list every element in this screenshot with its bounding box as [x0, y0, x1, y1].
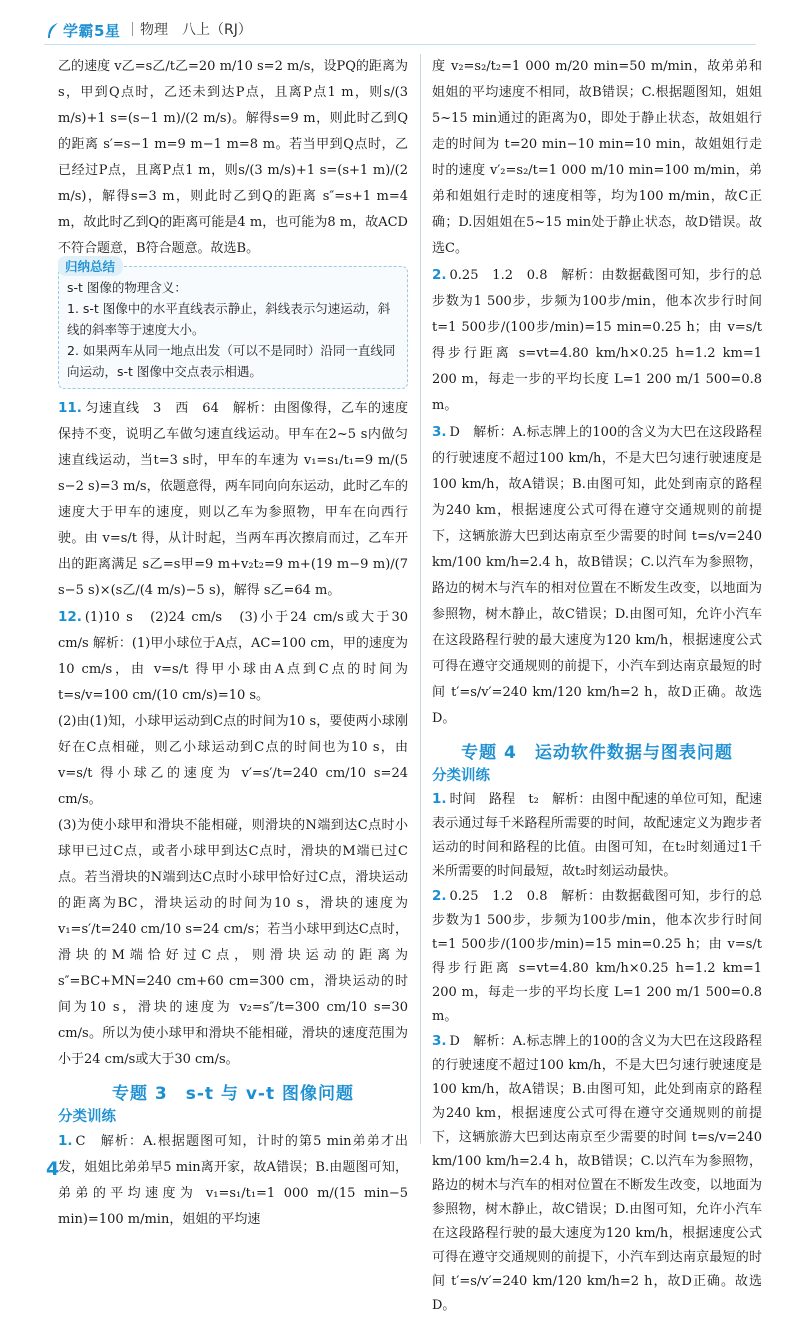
page-header — [0, 0, 800, 58]
brand-name: 学霸5星 — [63, 22, 121, 40]
answer-1 — [58, 1128, 408, 1233]
answer-2 — [432, 884, 762, 1029]
feather-icon — [46, 22, 60, 40]
summary-line: 1. s-t 图像中的水平直线表示静止，斜线表示匀速运动，斜线的斜率等于速度大小。 — [67, 301, 391, 337]
question-number: 3. — [432, 1033, 447, 1049]
question-number: 12. — [58, 609, 82, 625]
summary-line: 2. 如果两车从同一地点出发（可以不是同时）沿同一直线同向运动，s-t 图像中交点表示相遇。 — [67, 343, 396, 379]
topic-heading: 专题 3 s-t 与 v-t 图像问题 — [111, 1084, 355, 1104]
topic-heading: 专题 4 运动软件数据与图表问题 — [461, 743, 733, 763]
section-heading: 分类训练 — [58, 1109, 116, 1125]
summary-box — [58, 259, 408, 389]
right-column — [432, 54, 762, 1318]
brand-logo — [46, 20, 120, 41]
answer-3 — [432, 419, 762, 732]
answer-3 — [432, 1029, 762, 1318]
left-column — [58, 54, 408, 1233]
answer-text: D 解析：A.标志牌上的100的含义为大巴在这段路程的行驶速度不超过100 km/h，不是大巴匀速行驶速度是100 km/h，故A错误；B.由图可知，此处到南京的路程为240 km，根据速度公式可得在遵守交通规则的前提下，这辆旅游大巴到达南京至少需要的时间 t=s/v=240 km/100 km/h=2.4 h，故B错误；C.以汽车为参照物，路边的树木与汽车的相对位置在不断发生改变，以地面为参照物，树木静止，故C错误；D.由图可知，允许小汽车在这段路程行驶的最大速度为120 km/h，根据速度公式可得在遵守交通规则的前提下，小汽车到达南京最短的时间 t′=s/v′=240 km/120 km/h=2 h，故D正确。故选D。 — [432, 425, 762, 726]
answer-text: 匀速直线 3 西 64 解析：由图像得，乙车的速度保持不变，说明乙车做匀速直线运动。甲车在2~5 s内做匀速直线运动，当t=3 s时，甲车的车速为 v₁=s₁/t₁=9 m/(5 s−2 s)=3 m/s，依题意得，两车同向向东运动，此时乙车的速度大于甲车的速度，则以乙车为参照物，甲车在向西行驶。由 v=s/t 得，从计时起，当两车再次擦肩而过，乙车开出的距离满足 s乙=s甲=9 m+v₂t₂=9 m+(19 m−9 m)/(7 s−5 s)×(s乙/(4 m/s)−5 s)，解得 s乙=64 m。 — [58, 401, 408, 598]
section-heading: 分类训练 — [432, 768, 490, 784]
answer-12-part2: (2)由(1)知，小球甲运动到C点的时间为10 s，要使两小球刚好在C点相碰，则乙小球运动到C点的时间也为10 s，由 v=s/t 得小球乙的速度为 v′=s′/t=240 cm/10 s=24 cm/s。 — [58, 714, 408, 807]
summary-line: s-t 图像的物理含义： — [67, 280, 187, 295]
answer-text: C 解析：A.根据题图可知，计时的第5 min弟弟才出发，姐姐比弟弟早5 min离开家，故A错误；B.由题图可知，弟弟的平均速度为 v₁=s₁/t₁=1 000 m/(15 min−5 min)=100 m/min，姐姐的平均速 — [58, 1134, 408, 1227]
answer-text: (1)10 s (2)24 cm/s (3)小于24 cm/s或大于30 cm/s 解析：(1)甲小球位于A点，AC=100 cm，甲的速度为10 cm/s，由 v=s/t 得甲小球由A点到C点的时间为 t=s/v=100 cm/(10 cm/s)=10 s。 — [58, 610, 408, 703]
question-number: 2. — [432, 888, 447, 904]
summary-tag: 归纳总结 — [58, 256, 123, 276]
answer-text: 0.25 1.2 0.8 解析：由数据截图可知，步行的总步数为1 500步，步频为100步/min，他本次步行时间 t=1 500步/(100步/min)=15 min=0.25 h；由 v=s/t 得步行距离 s=vt=4.80 km/h×0.25 h=1.2 km=1 200 m，每走一步的平均长度 L=1 200 m/1 500=0.8 m。 — [432, 268, 762, 413]
answer-text: 时间 路程 t₂ 解析：由图中配速的单位可知，配速表示通过每千米路程所需要的时间，故配速定义为跑步者运动的时间和路程的比值。由图可知，在t₂时刻通过1千米所需要的时间最短，故t₂时刻运动最快。 — [432, 792, 762, 879]
header-rule — [44, 44, 756, 45]
question-number: 1. — [432, 791, 447, 807]
answer-11 — [58, 395, 408, 604]
answer-text: 0.25 1.2 0.8 解析：由数据截图可知，步行的总步数为1 500步，步频为100步/min，他本次步行时间 t=1 500步/(100步/min)=15 min=0.25 h；由 v=s/t 得步行距离 s=vt=4.80 km/h×0.25 h=1.2 km=1 200 m，每走一步的平均长度 L=1 200 m/1 500=0.8 m。 — [432, 889, 762, 1024]
answer-paragraph: 乙的速度 v乙=s乙/t乙=20 m/10 s=2 m/s，设PQ的距离为s，甲到Q点时，乙还未到达P点，且离P点1 m，则s/(3 m/s)+1 s=(s−1 m)/(2 m/s)。解得s=9 m，则此时乙到Q的距离 s′=s−1 m=9 m−1 m=8 m。若当甲到Q点时，乙已经过P点，且离P点1 m，则s/(3 m/s)+1 s=(s+1 m)/(2 m/s)，解得s=3 m，则此时乙到Q的距离 s″=s+1 m=4 m，故此时乙到Q的距离可能是4 m，也可能为8 m，故ACD不符合题意，B符合题意。故选B。 — [58, 59, 408, 256]
column-divider — [420, 54, 421, 1144]
question-number: 3. — [432, 424, 447, 440]
subject-label: 物理 八上（RJ） — [140, 22, 252, 38]
question-number: 2. — [432, 267, 447, 283]
answer-2 — [432, 262, 762, 419]
answer-text: D 解析：A.标志牌上的100的含义为大巴在这段路程的行驶速度不超过100 km/h，不是大巴匀速行驶速度是100 km/h，故A错误；B.由图可知，此处到南京的路程为240 km，根据速度公式可得在遵守交通规则的前提下，这辆旅游大巴到达南京至少需要的时间 t=s/v=240 km/100 km/h=2.4 h，故B错误；C.以汽车为参照物，路边的树木与汽车的相对位置在不断发生改变，以地面为参照物，树木静止，故C错误；D.由图可知，允许小汽车在这段路程行驶的最大速度为120 km/h，根据速度公式可得在遵守交通规则的前提下，小汽车到达南京最短的时间 t′=s/v′=240 km/120 km/h=2 h，故D正确。故选D。 — [432, 1034, 762, 1313]
answer-continuation: 度 v₂=s₂/t₂=1 000 m/20 min=50 m/min，故弟弟和姐姐的平均速度不相同，故B错误；C.根据题图知，姐姐5~15 min通过的距离为0，即处于静止状态，故姐姐行走的时间为 t=20 min−10 min=10 min，故姐姐行走时的速度 v′₂=s₂/t=1 000 m/10 min=100 m/min，弟弟和姐姐行走时的速度相等，均为100 m/min，故C正确；D.因姐姐在5~15 min处于静止状态，故D错误。故选C。 — [432, 59, 762, 256]
page-number: 4 — [46, 1158, 60, 1180]
question-number: 1. — [58, 1133, 73, 1149]
answer-12-part3: (3)为使小球甲和滑块不能相碰，则滑块的N端到达C点时小球甲已过C点，或者小球甲到达C点时，滑块的M端已过C点。若当滑块的N端到达C点时小球甲恰好过C点，滑块运动的距离为BC，滑块运动的时间为10 s，滑块的速度为 v₁=s′/t=240 cm/10 s=24 cm/s；若当小球甲到达C点时，滑块的M端恰好过C点，则滑块运动的距离为 s″=BC+MN=240 cm+60 cm=300 cm，滑块运动的时间为10 s，滑块的速度为 v₂=s″/t=300 cm/10 s=30 cm/s。所以为使小球甲和滑块不能相碰，滑块的速度范围为小于24 cm/s或大于30 cm/s。 — [58, 818, 408, 1067]
answer-12 — [58, 604, 408, 709]
question-number: 11. — [58, 400, 82, 416]
answer-1 — [432, 787, 762, 884]
header-separator — [132, 22, 133, 36]
